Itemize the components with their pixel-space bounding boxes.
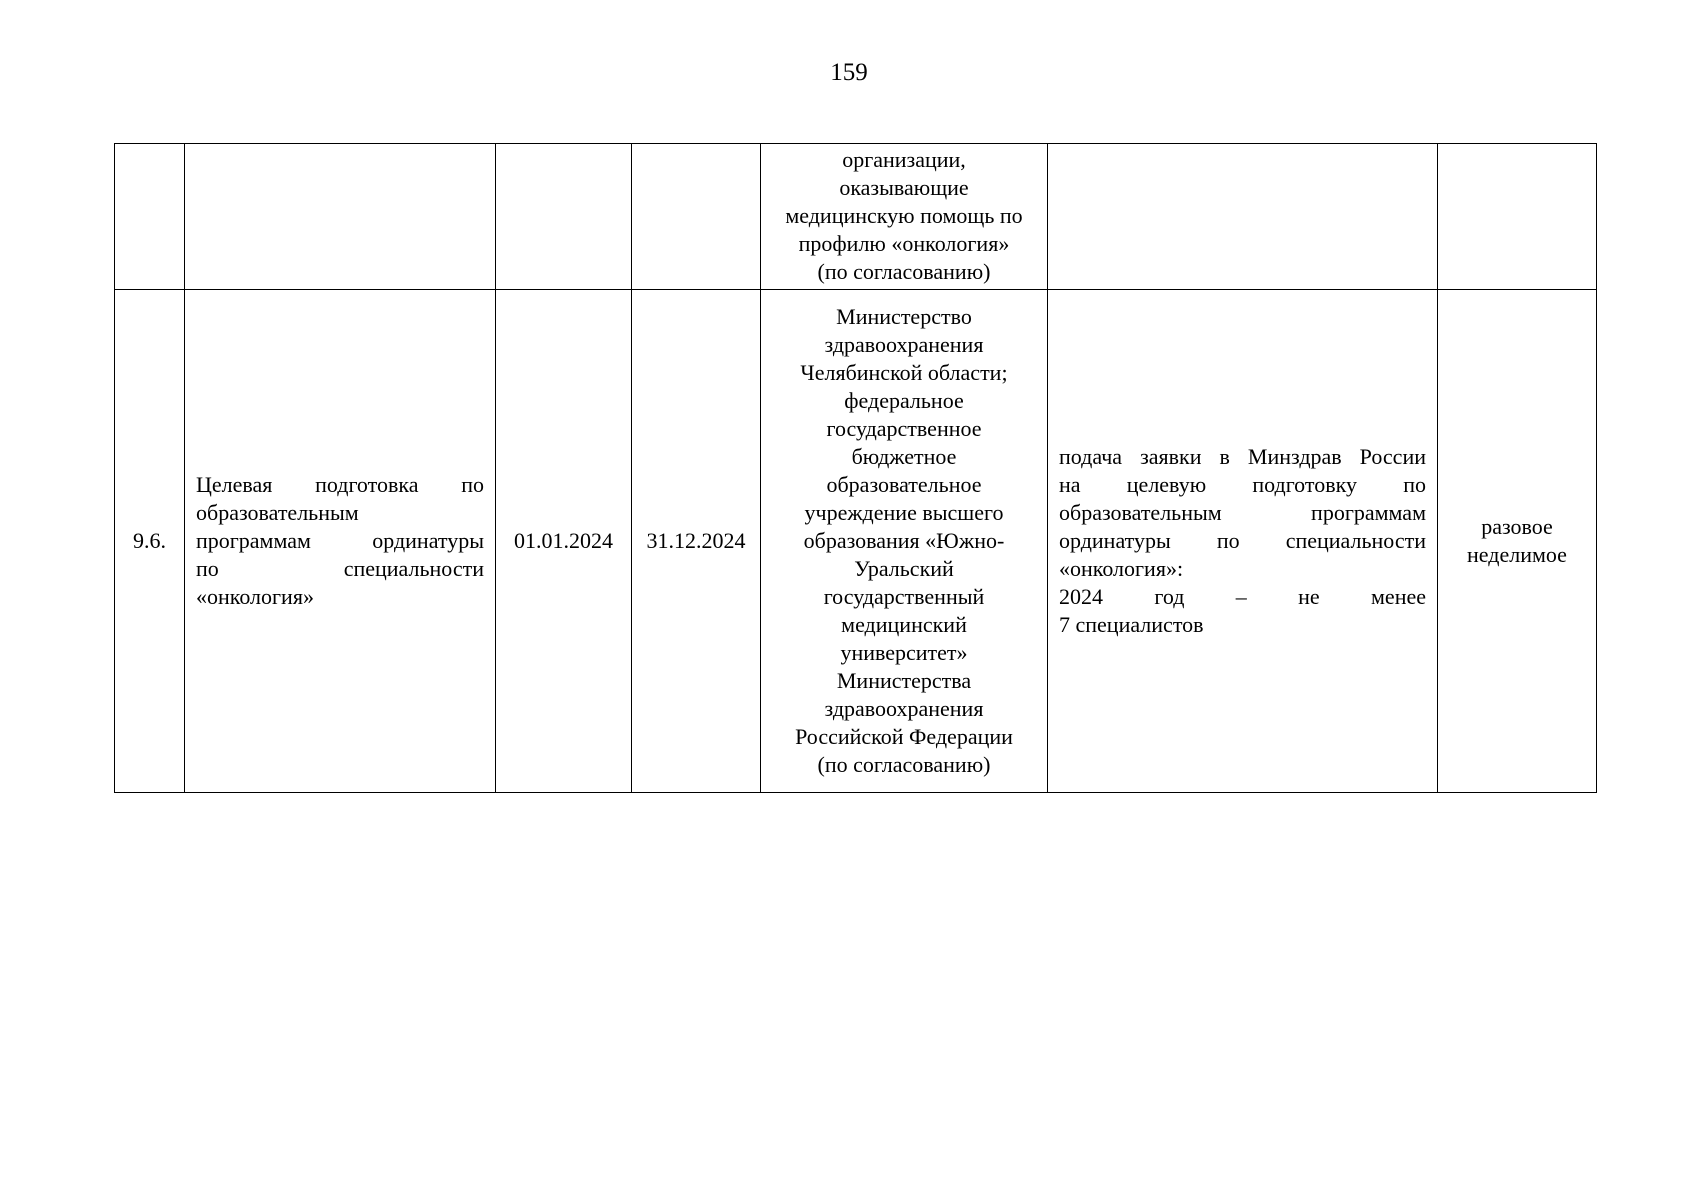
cell-number-empty [115, 144, 185, 290]
responsible-line: учреждение высшего [804, 500, 1004, 525]
table-row-9-6 [115, 290, 1597, 793]
title-line: образовательным [196, 500, 359, 525]
table-row-continuation [115, 144, 1597, 290]
page-number: 159 [830, 59, 868, 86]
cell-activity-title [185, 290, 496, 793]
responsible-line: медицинскую помощь по [785, 203, 1023, 228]
responsible-line: здравоохранения [824, 696, 984, 721]
cell-expected-result [1048, 290, 1438, 793]
responsible-line: Российской Федерации [795, 724, 1013, 749]
cell-title-empty [185, 144, 496, 290]
responsible-line: Челябинской области; [800, 360, 1008, 385]
responsible-line: здравоохранения [824, 332, 984, 357]
result-line: подача заявки в Минздрав России [1059, 444, 1426, 469]
result-line: ординатуры по специальности [1059, 528, 1426, 553]
cell-end-date: 31.12.2024 [632, 290, 761, 793]
cell-responsible [761, 290, 1048, 793]
title-line: «онкология» [196, 584, 314, 609]
responsible-line: (по согласованию) [817, 752, 991, 777]
responsible-line: государственный [823, 584, 985, 609]
responsible-line: федеральное [844, 388, 964, 413]
result-line: 7 специалистов [1059, 612, 1204, 637]
responsible-line: оказывающие [839, 175, 969, 200]
result-line: на целевую подготовку по [1059, 472, 1426, 497]
cell-activity-type [1438, 290, 1597, 793]
cell-start-empty [496, 144, 632, 290]
responsible-line: (по согласованию) [817, 259, 991, 284]
responsible-line: университет» [840, 640, 968, 665]
result-line: «онкология»: [1059, 556, 1184, 581]
responsible-line: организации, [842, 147, 966, 172]
cell-type-empty [1438, 144, 1597, 290]
cell-result-empty [1048, 144, 1438, 290]
cell-end-empty [632, 144, 761, 290]
responsible-line: профилю «онкология» [798, 231, 1010, 256]
cell-start-date: 01.01.2024 [496, 290, 632, 793]
responsible-line: бюджетное [851, 444, 957, 469]
responsible-line: Уральский [854, 556, 954, 581]
result-line: 2024 год – не менее [1059, 584, 1426, 609]
activity-table [114, 143, 1597, 793]
result-line: образовательным программам [1059, 500, 1426, 525]
title-line: Целевая подготовка по [196, 472, 484, 497]
responsible-line: образовательное [826, 472, 982, 497]
responsible-line: образования «Южно- [803, 528, 1005, 553]
type-line: разовое [1481, 514, 1553, 539]
responsible-line: Министерства [836, 668, 972, 693]
cell-item-number: 9.6. [115, 290, 185, 793]
responsible-line: Министерство [836, 304, 972, 329]
title-line: программам ординатуры [196, 528, 484, 553]
type-line: неделимое [1467, 542, 1567, 567]
responsible-line: медицинский [841, 612, 967, 637]
responsible-line: государственное [826, 416, 982, 441]
title-line: по специальности [196, 556, 484, 581]
cell-responsible-continuation [761, 144, 1048, 290]
